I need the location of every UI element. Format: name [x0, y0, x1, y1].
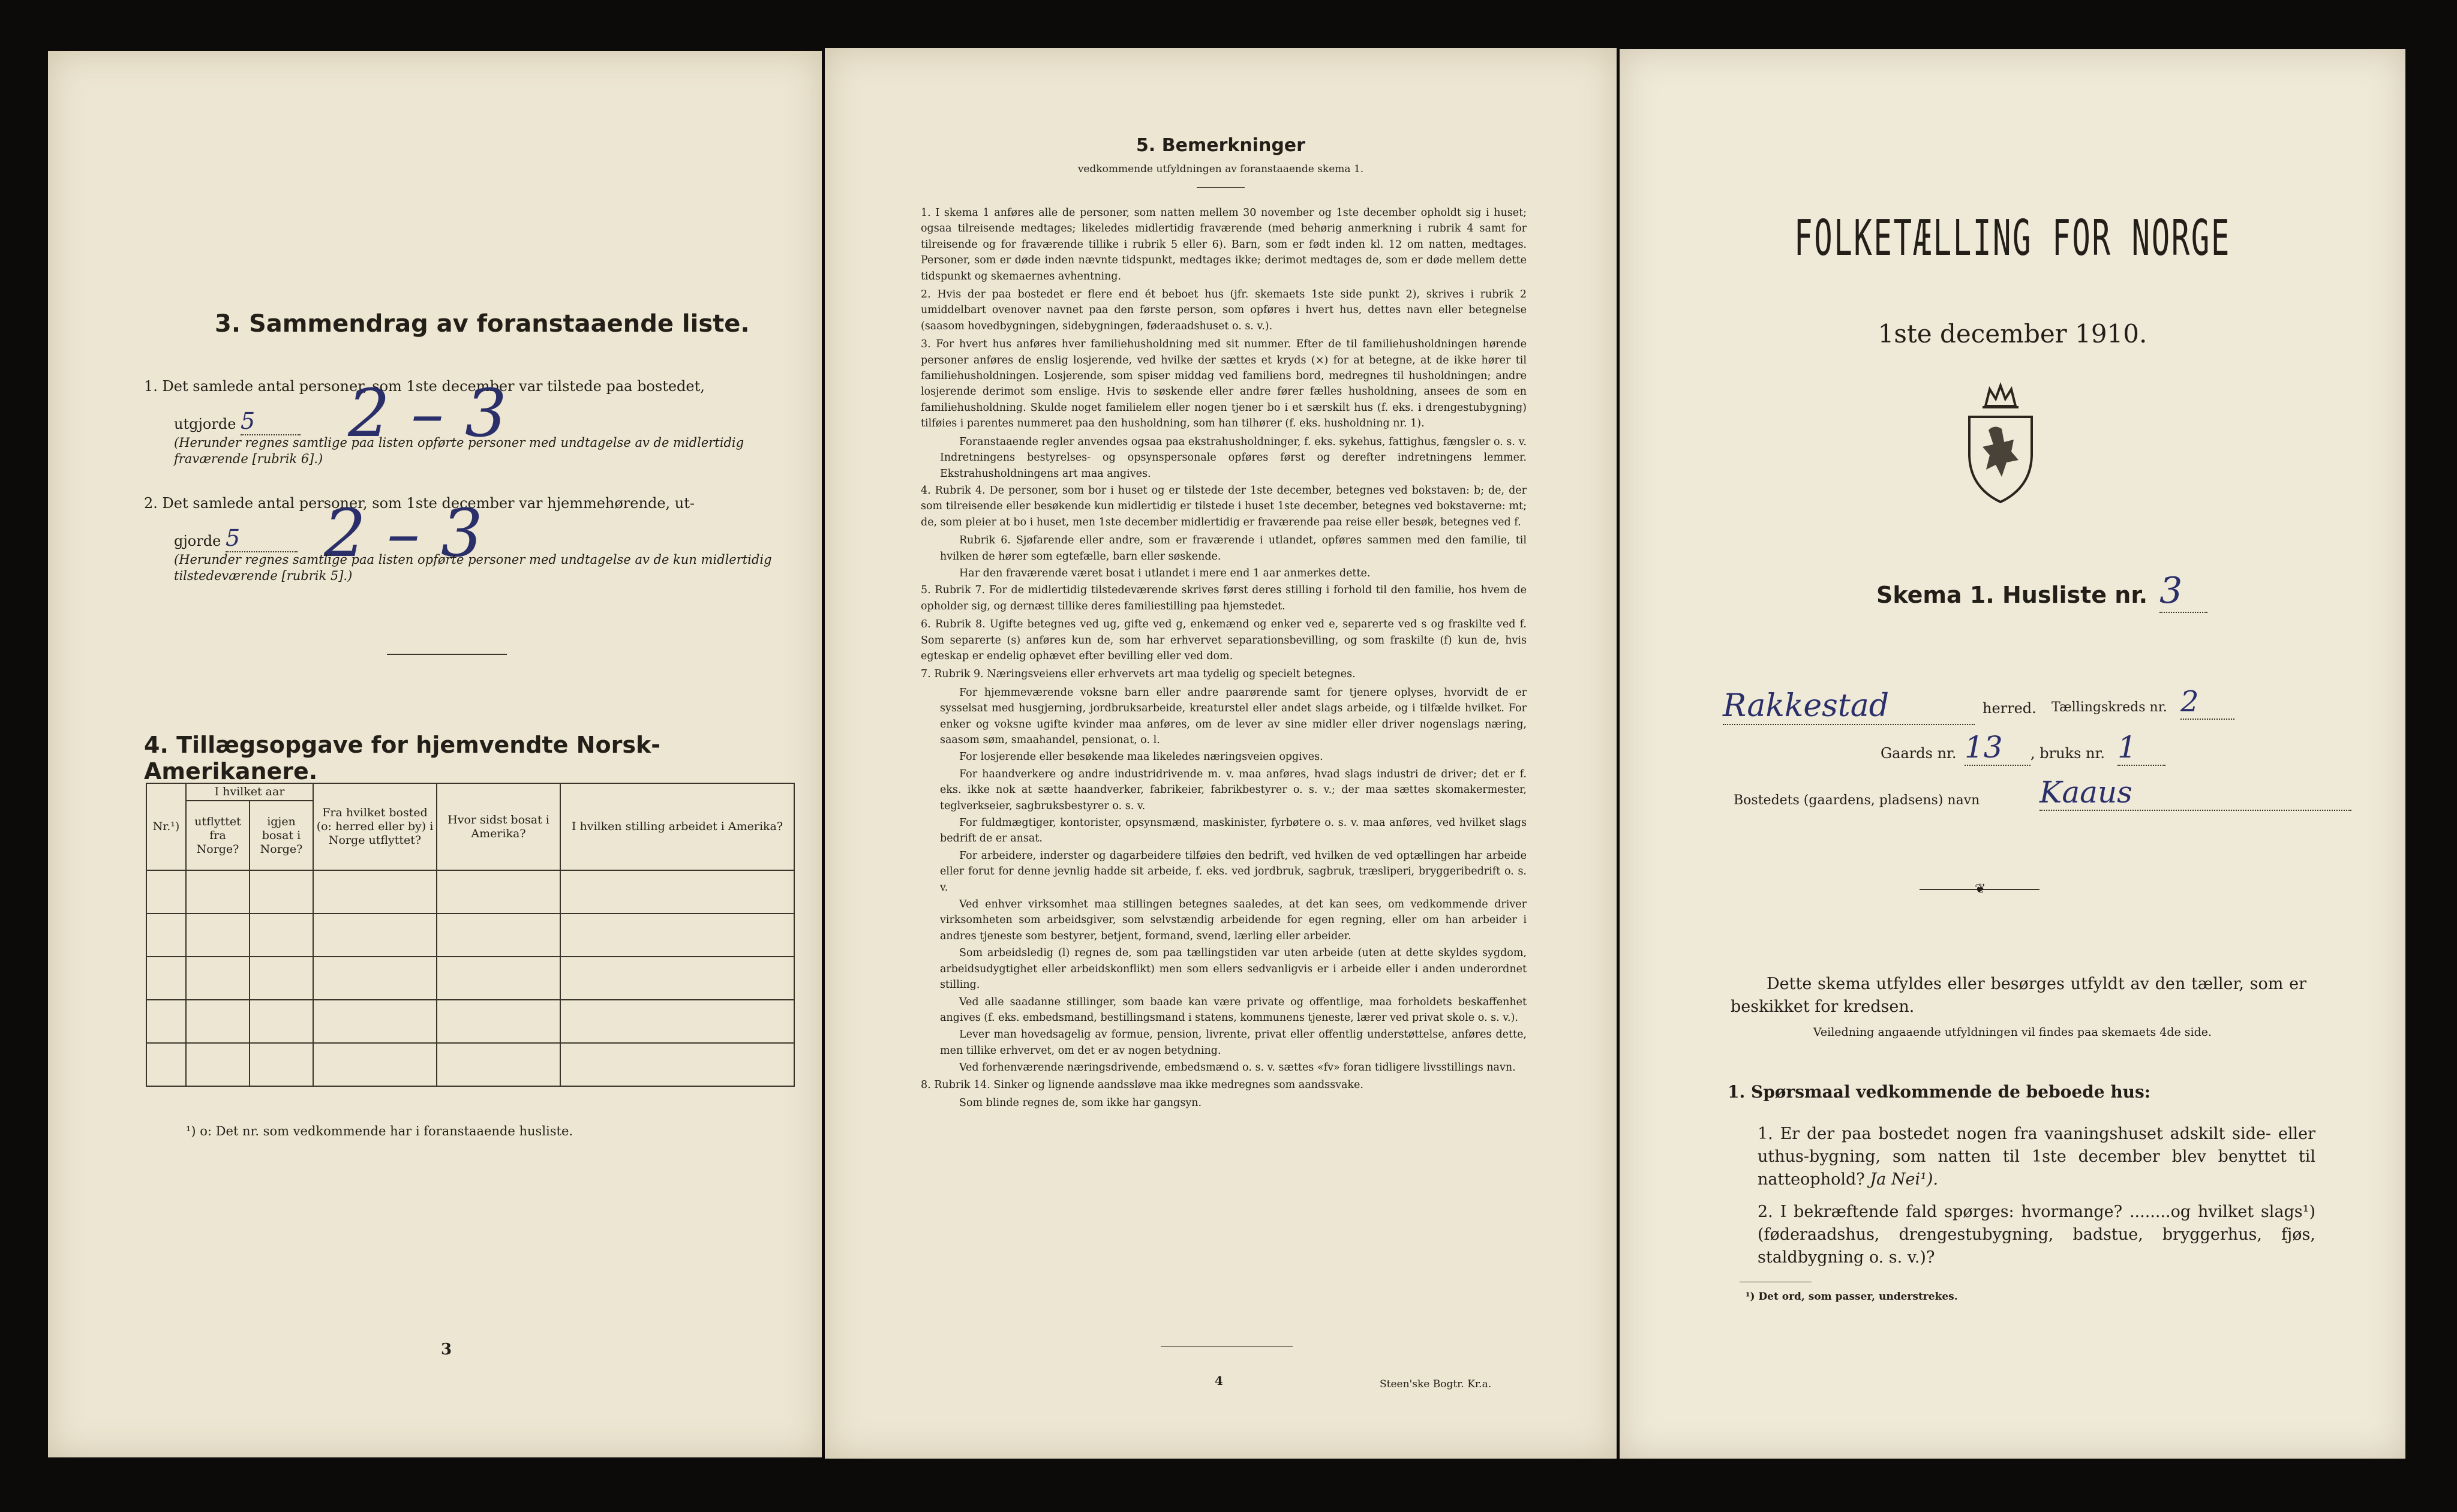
bosted-value: Kaaus — [2040, 775, 2351, 811]
table-header-row — [146, 783, 794, 801]
question-1-answer: Ja Nei¹). — [1870, 1170, 1939, 1189]
remark-7: 7. Rubrik 9. Næringsveiens eller erhvervets art maa tydelig og specielt betegnes. — [921, 668, 1356, 681]
remark-7d: For haandverkere og andre industridrivende m. v. maa anføres, hvad slags industri de driver; det er f. eks. ikke nok at sætte haandverker, fabrikeier, fabrikbestyrer o. s. v.; der maa sættes skomakermester, teglverkseier, sagbruksbestyrer o. s. v. — [940, 768, 1527, 812]
remarks-title: 5. Bemerkninger — [1136, 135, 1305, 156]
section4-footnote: ¹) o: Det nr. som vedkommende har i foranstaaende husliste. — [186, 1124, 573, 1138]
section3-title: 3. Sammendrag av foranstaaende liste. — [215, 310, 750, 338]
norsk-amerikanere-table — [146, 783, 795, 1087]
kreds-label: Tællingskreds nr. — [2051, 700, 2167, 715]
remark-1: 1. I skema 1 anføres alle de personer, som natten mellem 30 november og 1ste december opholdt sig i huset; ogsaa tilreisende medtages; likeledes midlertidig fraværende (med behørig anmerkning i rubrik 4 samt for tilreisende og for fraværende tillike i rubrik 5 eller 6). Barn, som er født inden kl. 12 om natten, medtages. Personer, som er døde inden nævnte tidspunkt, medtages ikke; derimot medtages de, som er døde mellem dette tidspunkt og skemaernes avhentning. — [921, 207, 1527, 282]
question-heading: 1. Spørsmaal vedkommende de beboede hus: — [1728, 1082, 2151, 1102]
remark-2: 2. Hvis der paa bostedet er flere end ét beboet hus (jfr. skemaets 1ste side punkt 2), skrives i rubrik 2 umiddelbart ovenover navnet paa den første person, som opføres i hvert hus, dettes navn eller betegnelse (saasom hovedbygningen, sidebygningen, føderaadshuset o. s. v.). — [921, 288, 1527, 332]
remarks-subtitle: vedkommende utfyldningen av foranstaaende skema 1. — [1077, 163, 1364, 175]
printer-mark: Steen'ske Bogtr. Kr.a. — [1380, 1378, 1492, 1390]
question-2: 2. I bekræftende fald spørges: hvormange? ........og hvilket slags¹) (føderaadshus, drengestubygning, badstue, bryggerhus, fjøs, staldbygning o. s. v.)? — [1758, 1203, 2315, 1267]
summary-item-2-note: (Herunder regnes samtlige paa listen opførte personer med undtagelse av de kun midlertidig tilstedeværende [rubrik 5].) — [174, 552, 772, 583]
form-title: FOLKETÆLLING FOR NORGE — [1794, 210, 2231, 267]
form-date: 1ste december 1910. — [1878, 319, 2147, 348]
skema-label: Skema 1. Husliste nr. — [1876, 582, 2148, 608]
remark-7e: For fuldmægtiger, kontorister, opsynsmænd, maskinister, fyrbøtere o. s. v. maa anføres, ved hvilket slags bedrift de er ansat. — [940, 817, 1527, 845]
remark-3: 3. For hvert hus anføres hver familiehusholdning med sit nummer. Efter de til familiehusholdningen hørende personer anføres de enslig losjerende, ved hvilke der sættes et kryds (×) for at betegne, at de ikke hører til familiehusholdningen. Losjerende, som spiser middag ved familiens bord, medregnes til husholdningen; andre losjerende derimot som enslige. Hvis to søskende eller andre fører fælles husholdning, ansees de som en familiehusholdning. Skulde noget familielem eller nogen tjener bo i et særskilt hus (f. eks. i drengestubygning) tilføies i parentes nummeret paa den husholdning, som han tilhører (f. eks. husholdning nr. 1). — [921, 338, 1527, 430]
summary-item-2-lead: gjorde 5 — [174, 525, 298, 552]
middle-page — [825, 48, 1617, 1459]
col-hvor-bosat: Hvor sidst bosat i Amerika? — [437, 783, 560, 870]
end-rule — [1161, 1346, 1293, 1347]
herred-label: herred. — [1983, 700, 2037, 717]
left-page — [48, 51, 822, 1457]
question-1: 1. Er der paa bostedet nogen fra vaaningshuset adskilt side- eller uthus-bygning, som natten til 1ste december blev benyttet til natteophold? Ja Nei¹). — [1758, 1125, 2315, 1189]
remark-7c: For losjerende eller besøkende maa likeledes næringsveien opgives. — [959, 751, 1323, 763]
col-group-aar: I hvilket aar — [186, 783, 313, 801]
table-row — [146, 870, 794, 913]
title-rule — [1197, 187, 1245, 188]
summary-item-2-handwriting: 2 – 3 — [324, 495, 483, 572]
gaards-label: Gaards nr. — [1881, 745, 1957, 762]
bosted-label: Bostedets (gaardens, pladsens) navn — [1734, 793, 1980, 808]
page-number: 4 — [1215, 1373, 1223, 1388]
instruction-text: Dette skema utfyldes eller besørges utfyldt av den tæller, som er beskikket for kredsen. — [1731, 975, 2306, 1016]
remarks-body — [921, 205, 1527, 1112]
divider — [387, 654, 507, 655]
remark-7k: Ved forhenværende næringsdrivende, embedsmænd o. s. v. sættes «fv» foran tidligere livsstillings navn. — [959, 1062, 1516, 1074]
bruks-label: , bruks nr. — [2031, 745, 2105, 762]
page-number: 3 — [441, 1340, 452, 1358]
remark-4: 4. Rubrik 4. De personer, som bor i huset og er tilstede der 1ste december, betegnes ved bokstaven: b; de, der som tilreisende eller besøkende kun midlertidig er tilstede i huset 1ste december, betegnes ved bokstaverne: mt; de, som pleier at bo i huset, men 1ste december midlertidig er fraværende paa reise eller besøk, betegnes ved f. — [921, 484, 1527, 528]
remark-6: 6. Rubrik 8. Ugifte betegnes ved ug, gifte ved g, enkemænd og enker ved e, separerte ved s og fraskilte ved f. Som separerte (s) anføres kun de, som har erhvervet separationsbevilling, og som fraskilte (f) kun de, hvis egteskap er endelig ophævet efter bevilling eller ved dom. — [921, 618, 1527, 662]
right-footnote: ¹) Det ord, som passer, understrekes. — [1746, 1291, 1958, 1303]
remark-7g: Ved enhver virksomhet maa stillingen betegnes saaledes, at det kan sees, om vedkommende driver virksomheten som arbeidsgiver, som selvstændig arbeidende for egen regning, eller om han arbeider i andres tjeneste som bestyrer, betjent, formand, svend, lærling eller arbeider. — [940, 898, 1527, 942]
coat-of-arms-icon — [1959, 382, 2043, 505]
table-row — [146, 913, 794, 957]
remark-8b: Som blinde regnes de, som ikke har gangsyn. — [959, 1096, 1202, 1109]
remark-4c: Har den fraværende været bosat i utlandet i mere end 1 aar anmerkes dette. — [959, 567, 1371, 579]
summary-item-1-handwriting: 2 – 3 — [348, 375, 507, 452]
remark-7f: For arbeidere, inderster og dagarbeidere tilføies den bedrift, ved hvilken de ved optællingen har arbeide eller forut for denne jevnlig hadde sit arbeide, f. eks. ved jordbruk, sagbruk, træsliperi, bryggeribedrift o. s. v. — [940, 849, 1527, 894]
right-page — [1620, 49, 2405, 1459]
remark-5: 5. Rubrik 7. For de midlertidig tilstedeværende skrives først deres stilling i forhold til den familie, hos hvem de opholder sig, og dernæst tillike deres familiestilling paa hjemstedet. — [921, 584, 1527, 612]
bruks-value: 1 — [2117, 730, 2165, 766]
summary-item-1-lead: utgjorde 5 — [174, 408, 301, 435]
veiledning-text: Veiledning angaaende utfyldningen vil findes paa skemaets 4de side. — [1813, 1026, 2212, 1039]
col-igjen: igjen bosat i Norge? — [250, 801, 313, 870]
summary-item-1-value: 5 — [241, 408, 301, 435]
col-utflyttet: utflyttet fra Norge? — [186, 801, 250, 870]
table-row — [146, 957, 794, 1000]
gaards-value: 13 — [1965, 730, 2031, 766]
remark-7j: Lever man hovedsagelig av formue, pension, livrente, privat eller offentlig understøttelse, anføres dette, men tillike erhvervet, om det er av nogen betydning. — [940, 1029, 1527, 1057]
remark-7i: Ved alle saadanne stillinger, som baade kan være private og offentlige, maa forholdets beskaffenhet angives (f. eks. embedsmand, bestillingsmand i statens, kommunens tjeneste, lærer ved privat skole o. s. v.). — [940, 996, 1527, 1024]
remark-4b: Rubrik 6. Sjøfarende eller andre, som er fraværende i utlandet, opføres sammen med den familie, til hvilken de hører som egtefælle, barn eller søskende. — [940, 534, 1527, 563]
remark-8: 8. Rubrik 14. Sinker og lignende aandssløve maa ikke medregnes som aandssvake. — [921, 1078, 1363, 1091]
summary-item-2: 2. Det samlede antal personer, som 1ste december var hjemmehørende, ut- — [144, 495, 695, 512]
ornament-icon: ❦ — [1975, 882, 1986, 897]
remark-7h: Som arbeidsledig (l) regnes de, som paa tællingstiden var uten arbeide (uten at dette skyldes sygdom, arbeidsudygtighet eller arbeidskonflikt) men som ellers sedvanligvis er i arbeide eller i anden underordnet stilling. — [940, 947, 1527, 991]
col-nr: Nr.¹) — [146, 783, 186, 870]
col-fra-bosted: Fra hvilket bosted (o: herred eller by) i Norge utflyttet? — [313, 783, 437, 870]
table-row — [146, 1043, 794, 1086]
remark-3b: Foranstaaende regler anvendes ogsaa paa ekstrahusholdninger, f. eks. sykehus, fattighus, fængsler o. s. v. Indretningens bestyrelses- og opsynspersonale opføres først og derefter indretningens lemmer. Ekstrahusholdningens art maa angives. — [940, 435, 1527, 480]
herred-value: Rakkestad — [1723, 688, 1975, 725]
remark-7b: For hjemmeværende voksne barn eller andre paarørende samt for tjenere oplyses, hvorvidt de er sysselsat med husgjerning, jordbruksarbeide, kreaturstel eller andet slags arbeide, og i tilfælde hvilket. For enker og voksne ugifte kvinder maa anføres, om de lever av sine midler eller driver nogenslags næring, saasom søm, smaahandel, pensionat, o. l. — [940, 686, 1527, 746]
summary-item-1: 1. Det samlede antal personer, som 1ste december var tilstede paa bostedet, — [144, 378, 705, 395]
table-row — [146, 1000, 794, 1043]
summary-item-1-note: (Herunder regnes samtlige paa listen opførte personer med undtagelse av de midlertidig fraværende [rubrik 6].) — [174, 435, 744, 466]
section4-title: 4. Tillægsopgave for hjemvendte Norsk-Amerikanere. — [144, 732, 660, 784]
husliste-nr: 3 — [2159, 570, 2207, 613]
kreds-value: 2 — [2180, 685, 2234, 720]
summary-item-2-value: 5 — [226, 525, 298, 552]
col-stilling: I hvilken stilling arbeidet i Amerika? — [560, 783, 794, 870]
